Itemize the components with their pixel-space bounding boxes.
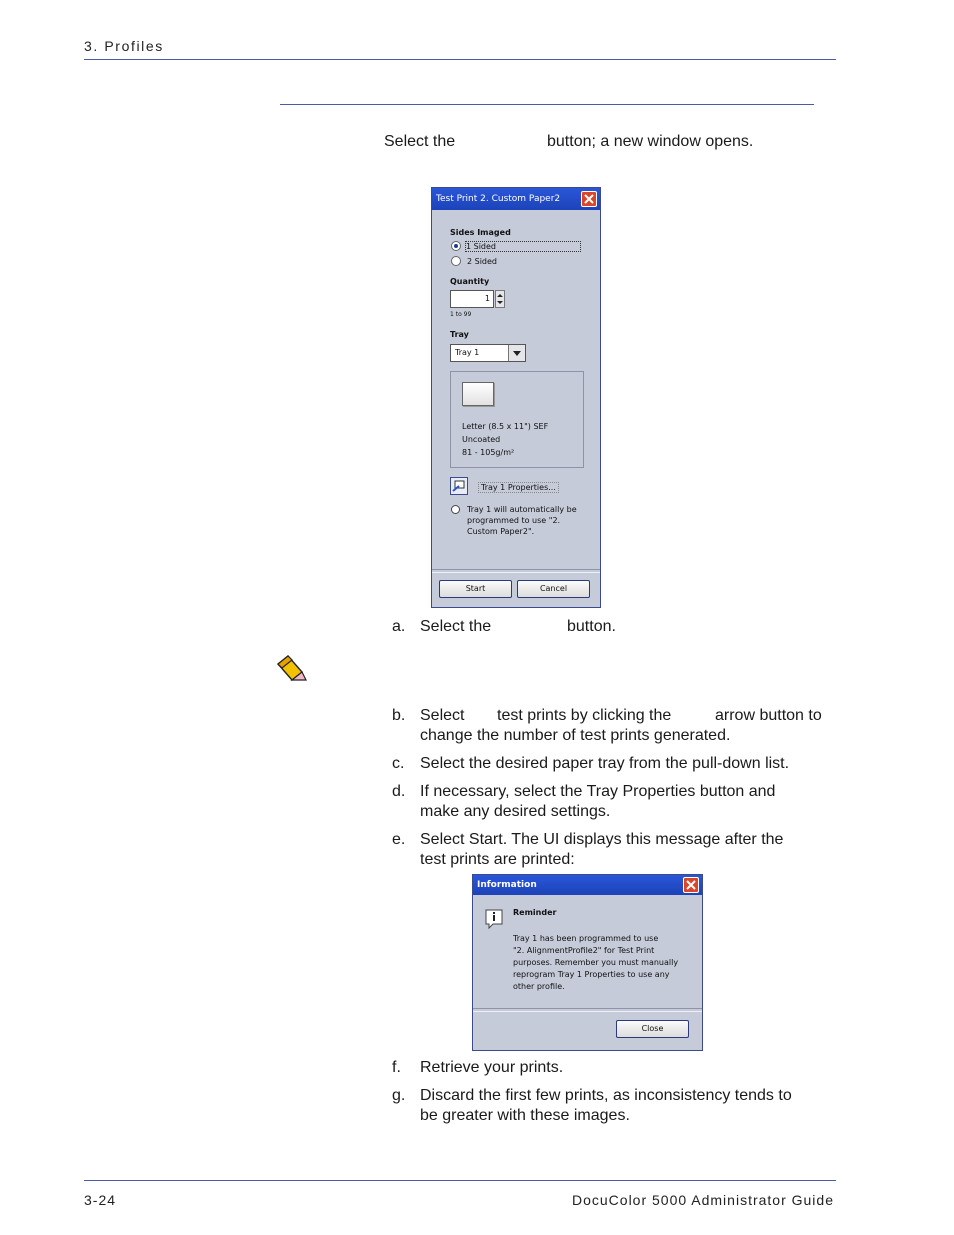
note-line-2: programmed to use "2. [467,516,561,525]
dialog-separator [432,569,600,573]
chevron-down-icon[interactable] [508,345,525,361]
tray-label: Tray [450,330,469,339]
quantity-input[interactable]: 1 [450,290,494,308]
paper-weight: 81 - 105g/m² [462,448,515,457]
tray-select-value: Tray 1 [455,348,480,357]
info-separator [473,1008,702,1012]
step-e-line1: Select Start. The UI displays this message after the [420,831,784,848]
step-b-part1: Select [420,707,465,724]
step-f-text: Retrieve your prints. [420,1059,564,1076]
dialog-titlebar [432,188,600,210]
step-d-label: d. [392,783,406,800]
paper-type: Uncoated [462,435,501,444]
quantity-stepper[interactable] [495,290,505,308]
footer-rule [84,1180,836,1181]
step-e [392,830,842,870]
radio-1-sided[interactable] [451,241,461,251]
step-d-line1: If necessary, select the Tray Properties button and [420,783,776,800]
info-titlebar [473,875,702,895]
step-g-line1: Discard the first few prints, as inconsistency tends to [420,1087,792,1104]
step-e-line2: test prints are printed: [420,851,575,868]
tray-properties-button[interactable]: Tray 1 Properties... [478,482,559,493]
step-f [392,1058,842,1078]
step-b [392,706,842,746]
paper-info-panel [450,371,584,468]
quantity-range: 1 to 99 [450,311,472,318]
dialog-title: Test Print 2. Custom Paper2 [436,194,561,204]
paper-icon [462,382,494,406]
info-bubble-icon [484,908,504,930]
section-rule [280,104,814,105]
start-button[interactable]: Start [439,580,512,598]
option-2-sided[interactable]: 2 Sided [467,257,498,266]
step-a-before: Select the [420,618,492,635]
intro-after: button; a new window opens. [547,133,754,150]
step-d [392,782,842,822]
reminder-heading: Reminder [513,908,557,917]
running-header: 3. Profiles [84,38,164,54]
note-line-3: Custom Paper2". [467,527,535,536]
paper-size: Letter (8.5 x 11") SEF [462,422,549,431]
step-b-line2: change the number of test prints generated. [420,727,731,744]
step-a [392,617,842,637]
stepper-arrows-icon[interactable] [496,291,504,307]
header-rule [84,59,836,60]
step-g [392,1086,842,1126]
reminder-line-5: other profile. [513,982,565,991]
close-icon[interactable] [581,191,597,207]
information-dialog [472,874,703,1051]
note-pencil-icon [276,654,308,682]
step-b-part3: arrow button to [715,707,822,724]
step-b-part2: test prints by clicking the [497,707,672,724]
step-g-label: g. [392,1087,406,1104]
step-e-label: e. [392,831,406,848]
step-g-line2: be greater with these images. [420,1107,630,1124]
close-button[interactable]: Close [616,1020,689,1038]
reminder-line-1: Tray 1 has been programmed to use [513,934,659,943]
quantity-label: Quantity [450,277,490,286]
sides-imaged-label: Sides Imaged [450,228,511,237]
note-line-1: Tray 1 will automatically be [467,505,577,514]
info-title: Information [477,880,537,890]
step-a-after: button. [567,618,616,635]
test-print-dialog [431,187,601,608]
step-b-label: b. [392,707,406,724]
step-f-label: f. [392,1059,401,1076]
step-c-text: Select the desired paper tray from the pull-down list. [420,755,790,772]
step-d-line2: make any desired settings. [420,803,611,820]
step-c [392,754,842,774]
step-a-label: a. [392,618,406,635]
reminder-line-3: purposes. Remember you must manually [513,958,679,967]
page-number: 3-24 [84,1192,117,1208]
tray-select[interactable] [450,344,526,362]
radio-2-sided[interactable] [451,256,461,266]
option-1-sided[interactable]: 1 Sided [465,241,581,252]
cancel-button[interactable]: Cancel [517,580,590,598]
intro-before: Select the [384,133,456,150]
reminder-line-2: "2. AlignmentProfile2" for Test Print [513,946,655,955]
close-icon[interactable] [683,877,699,893]
step-c-label: c. [392,755,405,772]
info-icon [451,505,460,514]
reminder-line-4: reprogram Tray 1 Properties to use any [513,970,670,979]
tray-properties-icon[interactable] [450,477,468,495]
guide-title: DocuColor 5000 Administrator Guide [571,1192,834,1208]
